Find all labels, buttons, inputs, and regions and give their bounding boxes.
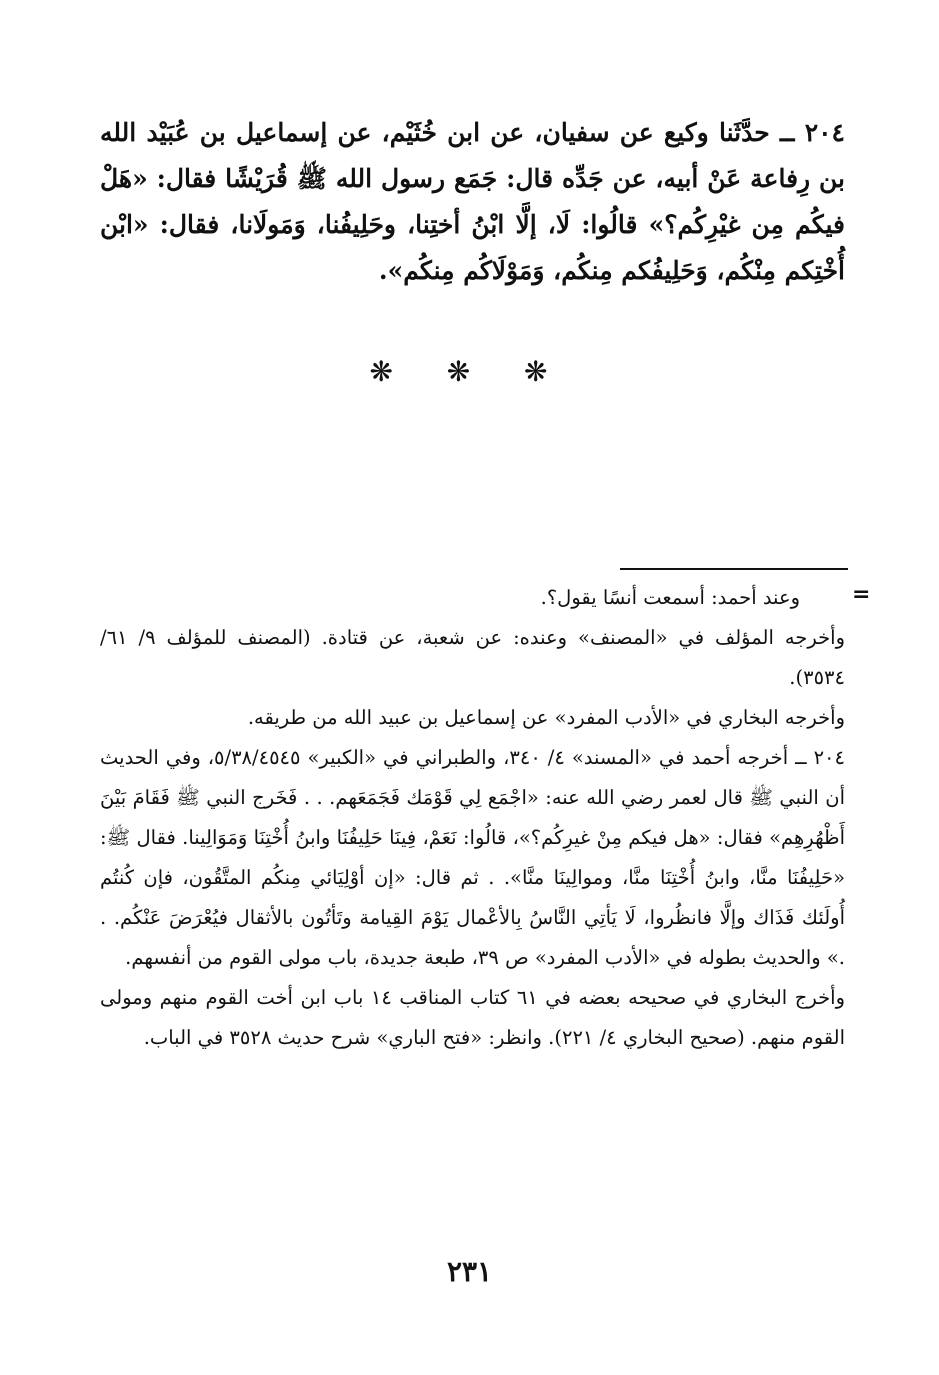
footnote-paragraph: ٢٠٤ ــ أخرجه أحمد في «المسند» ٤/ ٣٤٠، والطبراني في «الكبير» ٥/٣٨/٤٥٤٥، وفي الحديث أن النبي ﷺ قال لعمر رضي الله عنه: «اجْمَع لِي قَوْمَك فَجَمَعَهم. . . فَخَرج النبي ﷺ فَقَامَ بَيْنَ أَظْهُرِهِم» فقال: «هل فيكم مِنْ غيرِكُم؟»، قالُوا: نَعَمْ، فِينَا حَلِيفُنَا وابنُ أُخْتِنَا وَمَوَالِينا. فقال ﷺ: «حَلِيفُنَا منَّا، وابنُ أُخْتِنَا منَّا، وموالِينَا منَّا». . ثم قال: «إن أوْلِيَائي مِنكُم المتَّقُون، فإن كُنتُم أُولَئك فَذَاك وإلَّا فانظُروا، لَا يَأتِي النَّاسُ بِالأعْمال يَوْمَ القِيامة وتَأتُون بالأثقال فيُعْرَضَ عَنْكُم. . .» والحديث بطوله في «الأدب المفرد» ص ٣٩، طبعة جديدة، باب مولى القوم من أنفسهم. [100,746,845,969]
footnote-continuation-marker: = [852,582,871,607]
section-separator-stars: ❋ ❋ ❋ [369,355,570,388]
footnote-divider [620,568,848,570]
page-number: ٢٣١ [446,1255,493,1288]
footnotes-block [100,578,845,1058]
footnote-paragraph: وأخرجه المؤلف في «المصنف» وعنده: عن شعبة، عن قتادة. (المصنف للمؤلف ٩/ ٦١/ ٣٥٣٤). [100,626,845,689]
footnote-line: وعند أحمد: أسمعت أنسًا يقول؟. [540,586,800,609]
footnote-paragraph: وأخرجه البخاري في «الأدب المفرد» عن إسماعيل بن عبيد الله من طريقه. [247,706,845,729]
hadith-main-text [100,110,845,294]
hadith-paragraph: ٢٠٤ ــ حدَّثَنا وكيع عن سفيان، عن ابن خُثَيْم، عن إسماعيل بن عُبَيْد الله بن رِفاعة عَنْ أبيه، عن جَدِّه قال: جَمَع رسول الله ﷺ قُرَيْشًا فقال: «هَلْ فيكُم مِن غيْرِكُم؟» قالُوا: لَا، إلَّا ابْنُ أختِنا، وحَلِيفُنا، وَمَولَانا، فقال: «ابْن أُخْتِكم مِنْكُم، وَحَلِيفُكم مِنكُم، وَمَوْلَاكُم مِنكُم». [100,118,845,285]
footnote-paragraph: وأخرج البخاري في صحيحه بعضه في ٦١ كتاب المناقب ١٤ باب ابن أخت القوم منهم ومولى القوم منهم. (صحيح البخاري ٤/ ٢٢١). وانظر: «فتح الباري» شرح حديث ٣٥٢٨ في الباب. [100,986,845,1049]
